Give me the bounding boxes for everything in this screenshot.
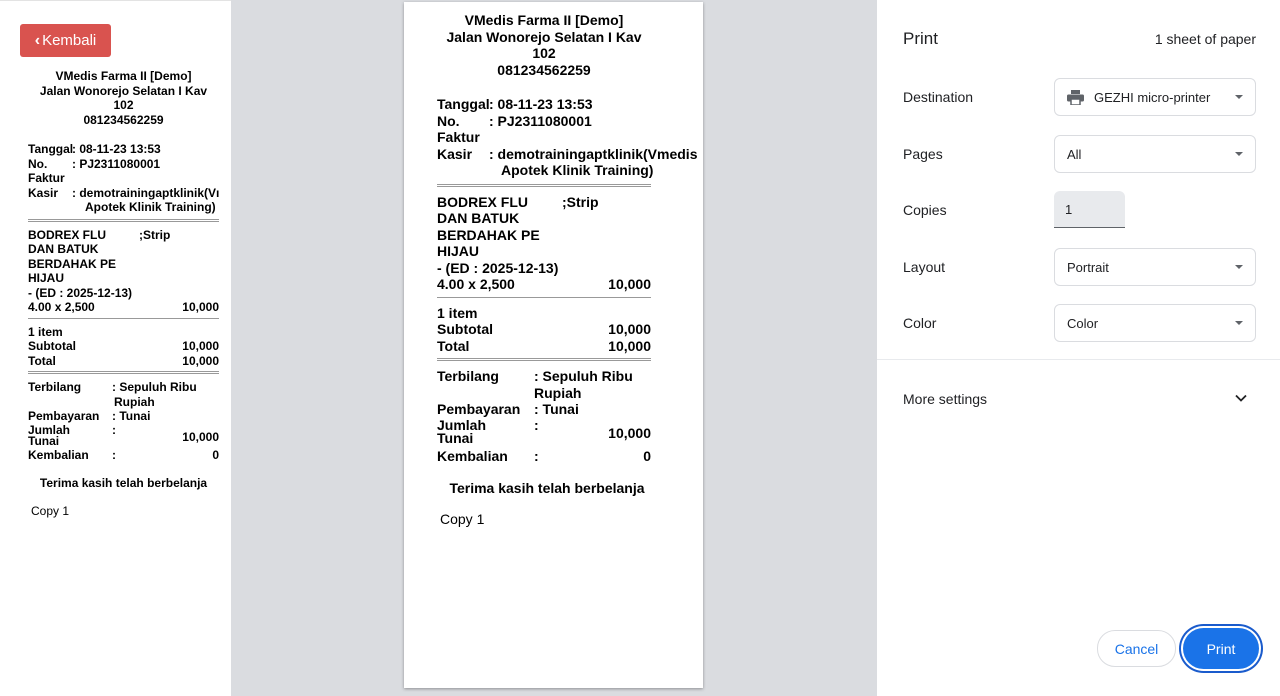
amount-label-line2: Tunai (437, 429, 474, 446)
payment-label: Pembayaran (28, 409, 100, 423)
receipt-page (0, 0, 231, 696)
change-label: Kembalian (28, 447, 89, 462)
terbilang-label: Terbilang (437, 368, 499, 384)
printer-icon (1067, 90, 1084, 105)
store-phone: 081234562259 (83, 112, 164, 127)
change-colon: : (112, 447, 116, 462)
amount-label: Jumlah (437, 416, 487, 433)
pages-label: Pages (903, 146, 943, 162)
item-name: BODREX FLU (437, 193, 528, 210)
item-expiry: - (ED : 2025-12-13) (28, 285, 133, 300)
copies-label: Copies (903, 202, 947, 218)
print-preview-area (231, 0, 877, 696)
print-settings-panel (877, 0, 1280, 696)
item-count: 1 item (437, 304, 478, 321)
subtotal-value: 10,000 (182, 339, 219, 353)
store-name: VMedis Farma II [Demo] (55, 69, 192, 83)
terbilang-value: : Sepuluh Ribu (534, 368, 633, 384)
cashier-value-line2: Apotek Klinik Training) (85, 200, 216, 214)
payment-value: : Tunai (534, 401, 579, 417)
item-name-line3: BERDAHAK PE (28, 256, 117, 271)
store-address: Jalan Wonorejo Selatan I Kav (446, 28, 642, 45)
cashier-value-line2: Apotek Klinik Training) (501, 162, 654, 178)
dropdown-caret-icon (1235, 152, 1243, 156)
divider (437, 297, 651, 298)
chevron-down-icon[interactable] (1234, 391, 1248, 405)
cancel-button[interactable]: Cancel (1097, 630, 1176, 667)
item-total: 10,000 (182, 300, 219, 314)
thank-you-text: Terima kasih telah berbelanja (39, 476, 208, 490)
total-value: 10,000 (608, 337, 651, 354)
subtotal-label: Subtotal (437, 321, 493, 337)
back-button[interactable] (20, 24, 111, 57)
cashier-value: : demotrainingaptklinik(Vı (72, 185, 220, 200)
item-count: 1 item (28, 324, 63, 339)
invoice-no-value: : PJ2311080001 (72, 156, 161, 171)
back-button-label: Kembali (42, 32, 97, 49)
payment-value: : Tunai (112, 409, 151, 423)
more-settings-toggle[interactable]: More settings (903, 391, 988, 407)
store-name: VMedis Farma II [Demo] (464, 12, 624, 28)
terbilang-label: Terbilang (28, 380, 82, 394)
cashier-label: Kasir (437, 145, 473, 162)
item-name: BODREX FLU (28, 227, 106, 242)
divider (437, 184, 651, 187)
layout-label: Layout (903, 259, 946, 275)
dropdown-caret-icon (1235, 95, 1243, 99)
divider (437, 358, 651, 361)
item-name-line2: DAN BATUK (437, 210, 520, 226)
date-label: Tanggal (437, 96, 490, 112)
cashier-label: Kasir (28, 185, 59, 200)
receipt (28, 69, 219, 518)
store-address-2: 102 (532, 45, 556, 61)
total-label: Total (28, 353, 56, 368)
date-value: : 08-11-23 13:53 (489, 96, 593, 112)
change-value: 0 (212, 447, 219, 462)
item-name-line4: HIJAU (437, 243, 480, 259)
change-value: 0 (643, 447, 651, 464)
amount-label: Jumlah (28, 422, 71, 437)
invoice-no-label: No. (28, 156, 48, 171)
destination-select[interactable] (1054, 78, 1256, 116)
date-label: Tanggal (28, 142, 74, 156)
receipt-preview (437, 12, 698, 527)
color-value: Color (1067, 315, 1099, 331)
cashier-value: : demotrainingaptklinik(Vmedis (489, 145, 698, 162)
item-name-line4: HIJAU (28, 271, 65, 285)
amount-colon: : (534, 416, 539, 433)
item-name-line2: DAN BATUK (28, 242, 99, 256)
faktur-label: Faktur (28, 171, 65, 185)
dropdown-caret-icon (1235, 265, 1243, 269)
copy-label: Copy 1 (440, 510, 485, 527)
invoice-no-label: No. (437, 112, 460, 129)
copy-label: Copy 1 (31, 503, 70, 518)
sheet-count: 1 sheet of paper (1154, 31, 1256, 47)
item-qty: 4.00 x 2,500 (437, 276, 515, 292)
layout-value: Portrait (1067, 259, 1109, 275)
layout-select[interactable] (1054, 248, 1256, 286)
divider (28, 371, 219, 374)
divider (877, 359, 1280, 360)
total-label: Total (437, 337, 470, 354)
item-unit: ;Strip (562, 193, 599, 210)
preview-page (404, 2, 703, 688)
payment-label: Pembayaran (437, 401, 521, 417)
chevron-left-icon: ‹ (34, 31, 41, 49)
color-label: Color (903, 315, 937, 331)
print-title: Print (903, 29, 938, 48)
store-address: Jalan Wonorejo Selatan I Kav (39, 83, 208, 98)
divider (28, 318, 219, 319)
amount-value: 10,000 (182, 429, 219, 444)
pages-value: All (1067, 146, 1082, 162)
top-border (0, 0, 231, 1)
item-total: 10,000 (608, 276, 651, 292)
amount-colon: : (112, 422, 116, 437)
item-name-line3: BERDAHAK PE (437, 226, 540, 243)
amount-label-line2: Tunai (28, 433, 60, 448)
copies-input[interactable]: 1 (1054, 191, 1125, 228)
change-colon: : (534, 447, 539, 464)
subtotal-value: 10,000 (608, 321, 651, 337)
store-address-2: 102 (113, 98, 134, 112)
item-unit: ;Strip (139, 227, 171, 242)
pages-select[interactable] (1054, 135, 1256, 173)
terbilang-value: : Sepuluh Ribu (112, 380, 197, 394)
color-select[interactable] (1054, 304, 1256, 342)
subtotal-label: Subtotal (28, 339, 76, 353)
thank-you-text: Terima kasih telah berbelanja (449, 480, 645, 496)
terbilang-value-line2: Rupiah (114, 394, 155, 409)
print-button[interactable]: Print (1183, 628, 1259, 669)
destination-label: Destination (903, 89, 974, 105)
store-phone: 081234562259 (497, 61, 591, 78)
item-expiry: - (ED : 2025-12-13) (437, 259, 559, 276)
total-value: 10,000 (182, 353, 219, 368)
item-qty: 4.00 x 2,500 (28, 300, 95, 314)
divider (28, 219, 219, 222)
dropdown-caret-icon (1235, 321, 1243, 325)
change-label: Kembalian (437, 447, 508, 464)
invoice-no-value: : PJ2311080001 (489, 112, 592, 129)
faktur-label: Faktur (437, 129, 480, 145)
amount-value: 10,000 (608, 424, 651, 441)
destination-value: GEZHI micro-printer (1094, 89, 1211, 105)
terbilang-value-line2: Rupiah (534, 384, 582, 401)
date-value: : 08-11-23 13:53 (72, 142, 161, 156)
